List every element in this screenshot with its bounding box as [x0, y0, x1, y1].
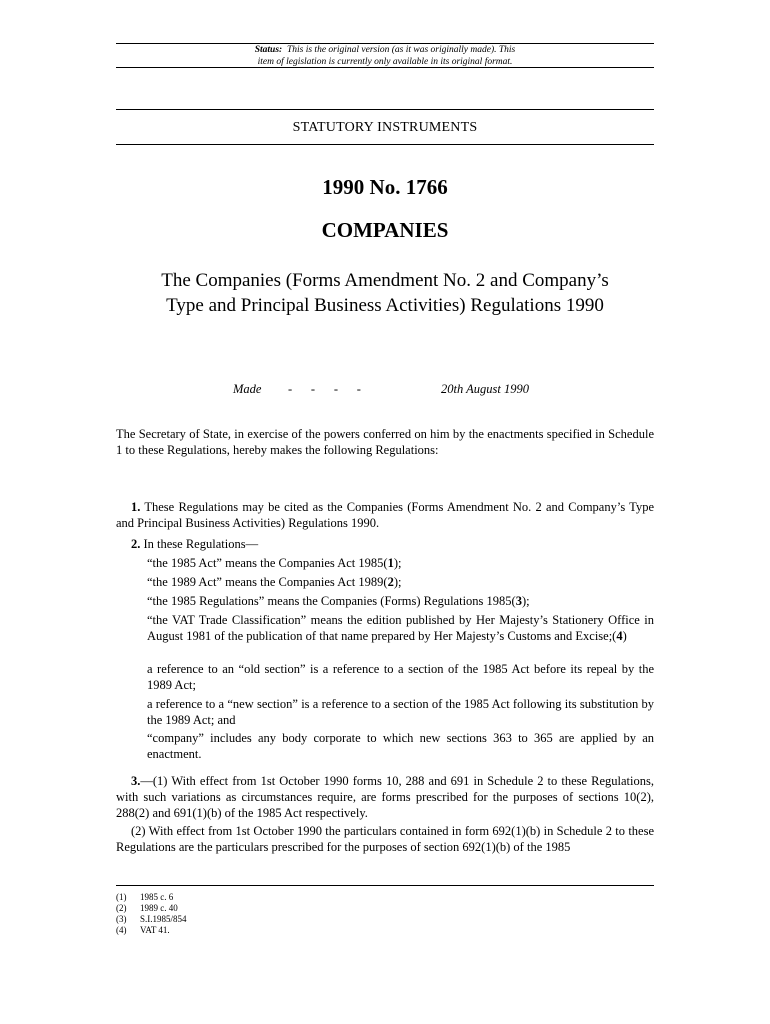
series-bottom-rule — [116, 144, 654, 145]
instrument-title — [116, 268, 654, 318]
series-heading: STATUTORY INSTRUMENTS — [292, 120, 478, 135]
regulation-2 — [116, 536, 654, 552]
preamble: The Secretary of State, in exercise of the powers conferred on him by the enactments specified in Schedule 1 to these Regulations, hereby makes the following Regulations: — [116, 427, 654, 457]
definition-new-section: a reference to a “new section” is a reference to a section of the 1985 Act following its substitution by the 1989 Act; and — [147, 697, 654, 727]
made-date: 20th August 1990 — [441, 382, 529, 396]
status-bottom-rule — [116, 67, 654, 68]
status-note — [116, 44, 654, 68]
regulation-3-number: 3. — [131, 774, 141, 788]
regulation-2-number: 2. — [131, 537, 141, 551]
definition-1985-act: “the 1985 Act” means the Companies Act 1985(1); — [147, 556, 402, 570]
status-label: Status: — [254, 45, 283, 55]
regulation-2-text: In these Regulations— — [143, 537, 259, 551]
definition-vat-trade-classification: “the VAT Trade Classification” means the edition published by Her Majesty’s Stationery Office in August 1981 of the publication of that name prepared by Her Majesty’s Customs and Excise;(4) — [147, 613, 654, 643]
regulation-1-number: 1. — [131, 500, 141, 514]
definition-company: “company” includes any body corporate to which new sections 363 to 365 are applied by an enactment. — [147, 731, 654, 761]
status-line-1: This is the original version (as it was originally made). This — [286, 45, 516, 55]
series-top-rule — [116, 109, 654, 110]
regulation-1 — [116, 499, 654, 531]
regulation-3-p1-text: —(1) With effect from 1st October 1990 forms 10, 288 and 691 in Schedule 2 to these Regulations, with such variations as circumstances require, are forms prescribed for the purposes of sections 10(2), 288(2) and 691(1)(b) of the 1985 Act respectively. — [116, 774, 654, 820]
definition-1985-regulations: “the 1985 Regulations” means the Companies (Forms) Regulations 1985(3); — [147, 594, 530, 608]
definition-old-section: a reference to an “old section” is a reference to a section of the 1985 Act before its repeal by the 1989 Act; — [147, 662, 654, 692]
footnote-rule — [116, 885, 654, 886]
subject-heading: COMPANIES — [321, 218, 449, 242]
footnote-2: (2) 1989 c. 40 — [116, 903, 178, 913]
title-line-2: Type and Principal Business Activities) Regulations 1990 — [166, 295, 604, 316]
regulation-1-text: These Regulations may be cited as the Companies (Forms Amendment No. 2 and Company’s Type and Principal Business Activities) Regulations 1990. — [116, 500, 654, 530]
regulation-3-paragraph-2: (2) With effect from 1st October 1990 the particulars contained in form 692(1)(b) in Schedule 2 to these Regulations are the particulars prescribed for the purposes of section 692(1)(b) of the 1985 — [116, 824, 654, 854]
footnote-4: (4) VAT 41. — [116, 925, 170, 935]
status-line-2: item of legislation is currently only available in its original format. — [257, 57, 513, 67]
footnote-1: (1) 1985 c. 6 — [116, 892, 174, 902]
definition-1989-act: “the 1989 Act” means the Companies Act 1989(2); — [147, 575, 402, 589]
regulation-3-paragraph-1 — [116, 773, 654, 821]
footnote-3: (3) S.I.1985/854 — [116, 914, 187, 924]
made-label: Made — [233, 382, 262, 396]
title-line-1: The Companies (Forms Amendment No. 2 and Company’s — [161, 270, 609, 291]
made-dashes: - - - - — [288, 382, 361, 396]
instrument-number: 1990 No. 1766 — [322, 175, 448, 199]
